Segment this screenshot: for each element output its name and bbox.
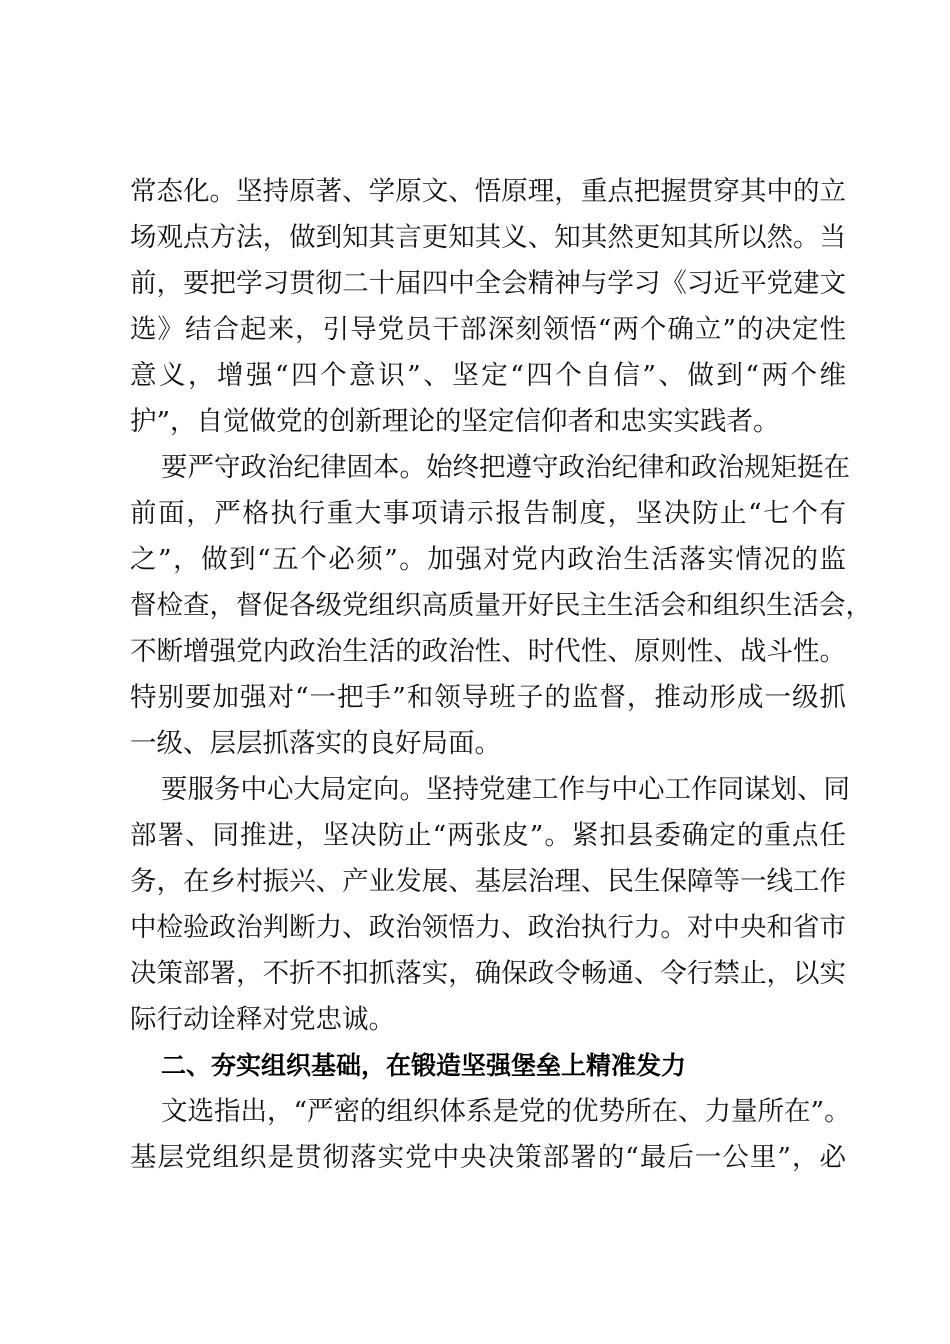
- paragraph-first-line: 文选指出，“严密的组织体系是党的优势所在、力量所在”。: [161, 1096, 851, 1127]
- paragraph-line: 前，要把学习贯彻二十届四中全会精神与学习《习近平党建文: [130, 268, 846, 299]
- paragraph-line: 督检查，督促各级党组织高质量开好民主生活会和组织生活会，: [130, 590, 872, 621]
- paragraph-line: 之”，做到“五个必须”。加强对党内政治生活落实情况的监: [130, 544, 846, 575]
- paragraph-first-line: 要服务中心大局定向。坚持党建工作与中心工作同谋划、同: [161, 774, 850, 805]
- paragraph-line: 选》结合起来，引导党员干部深刻领悟“两个确立”的决定性: [130, 314, 846, 345]
- paragraph-line: 意义，增强“四个意识”、坚定“四个自信”、做到“两个维: [130, 360, 846, 391]
- paragraph-line: 护”，自觉做党的创新理论的坚定信仰者和忠实实践者。: [130, 406, 780, 437]
- paragraph-line: 务，在乡村振兴、产业发展、基层治理、民生保障等一线工作: [130, 866, 846, 897]
- paragraph-line: 不断增强党内政治生活的政治性、时代性、原则性、战斗性。: [130, 636, 846, 667]
- paragraph-line: 常态化。坚持原著、学原文、悟原理，重点把握贯穿其中的立: [130, 176, 846, 207]
- paragraph-line: 特别要加强对“一把手”和领导班子的监督，推动形成一级抓: [130, 682, 846, 713]
- paragraph-line: 基层党组织是贯彻落实党中央决策部署的“最后一公里”，必: [130, 1142, 846, 1173]
- paragraph-line: 一级、层层抓落实的良好局面。: [130, 728, 501, 759]
- paragraph-line: 决策部署，不折不扣抓落实，确保政令畅通、令行禁止，以实: [130, 958, 846, 989]
- paragraph-line: 场观点方法，做到知其言更知其义、知其然更知其所以然。当: [130, 222, 846, 253]
- paragraph-first-line: 要严守政治纪律固本。始终把遵守政治纪律和政治规矩挺在: [161, 452, 850, 483]
- paragraph-line: 际行动诠释对党忠诚。: [130, 1004, 395, 1035]
- paragraph-line: 前面，严格执行重大事项请示报告制度，坚决防止“七个有: [130, 498, 846, 529]
- section-heading: 二、夯实组织基础，在锻造坚强堡垒上精准发力: [161, 1051, 687, 1080]
- paragraph-line: 部署、同推进，坚决防止“两张皮”。紧扣县委确定的重点任: [130, 820, 846, 851]
- paragraph-line: 中检验政治判断力、政治领悟力、政治执行力。对中央和省市: [130, 912, 846, 943]
